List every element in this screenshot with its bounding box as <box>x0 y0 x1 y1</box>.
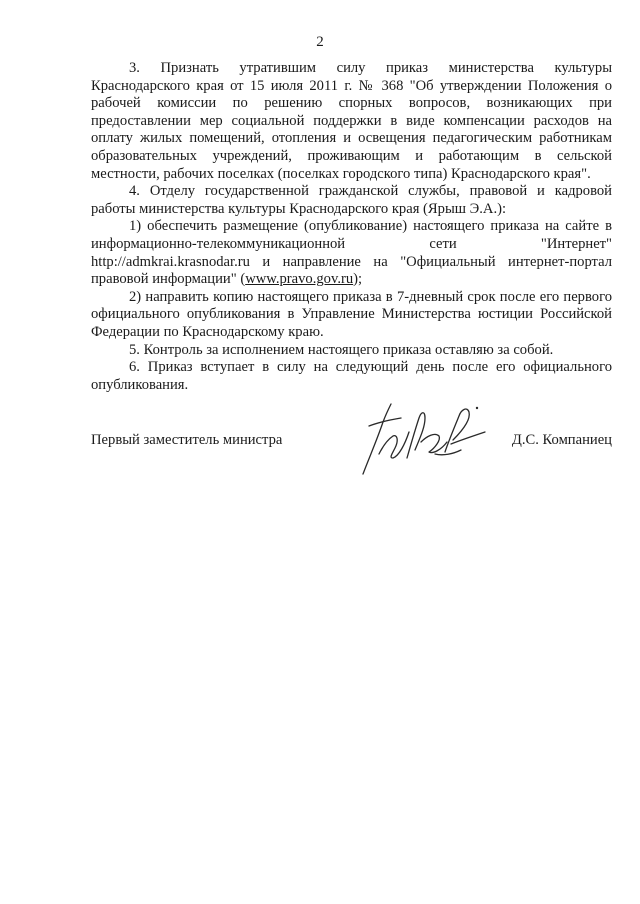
signer-title: Первый заместитель министра <box>91 432 283 448</box>
document-body <box>91 60 612 394</box>
page-number: 2 <box>316 34 324 50</box>
paragraph-4-1-end: ); <box>353 271 363 288</box>
paragraph-6: 6. Приказ вступает в силу на следующий день после его официального опубликования. <box>91 359 612 393</box>
signer-name: Д.С. Компаниец <box>511 432 612 448</box>
paragraph-4-1-text: 1) обеспечить размещение (опубликование) настоящего приказа на сайте в информационно-телекоммуникационной сети "Интернет" http://admkrai.krasnodar.ru и направление на "Официальный интернет-портал правовой информации" ( <box>91 218 612 288</box>
paragraph-5: 5. Контроль за исполнением настоящего приказа оставляю за собой. <box>129 341 554 358</box>
handwritten-signature <box>349 396 489 480</box>
pravo-gov-link[interactable]: www.pravo.gov.ru <box>245 271 354 288</box>
paragraph-4: 4. Отделу государственной гражданской службы, правовой и кадровой работы министерства культуры Краснодарского края (Ярыш Э.А.): <box>91 183 612 217</box>
paragraph-4-2: 2) направить копию настоящего приказа в 7-дневный срок после его первого официального опубликования в Управление Министерства юстиции Российской Федерации по Краснодарскому краю. <box>91 288 612 340</box>
paragraph-3: 3. Признать утратившим силу приказ министерства культуры Краснодарского края от 15 июля 2011 г. № 368 "Об утверждении Положения о рабочей комиссии по решению спорных вопросов, возникающих при предоставлении мер социальной поддержки в виде компенсации расходов на оплату жилых помещений, отопления и освещения педагогическим работникам образовательных учреждений, проживающим и работающим в сельской местности, рабочих поселках (поселках городского типа) Краснодарского края". <box>91 60 612 182</box>
paragraph-4-1 <box>91 218 612 288</box>
signature-block <box>91 396 612 486</box>
